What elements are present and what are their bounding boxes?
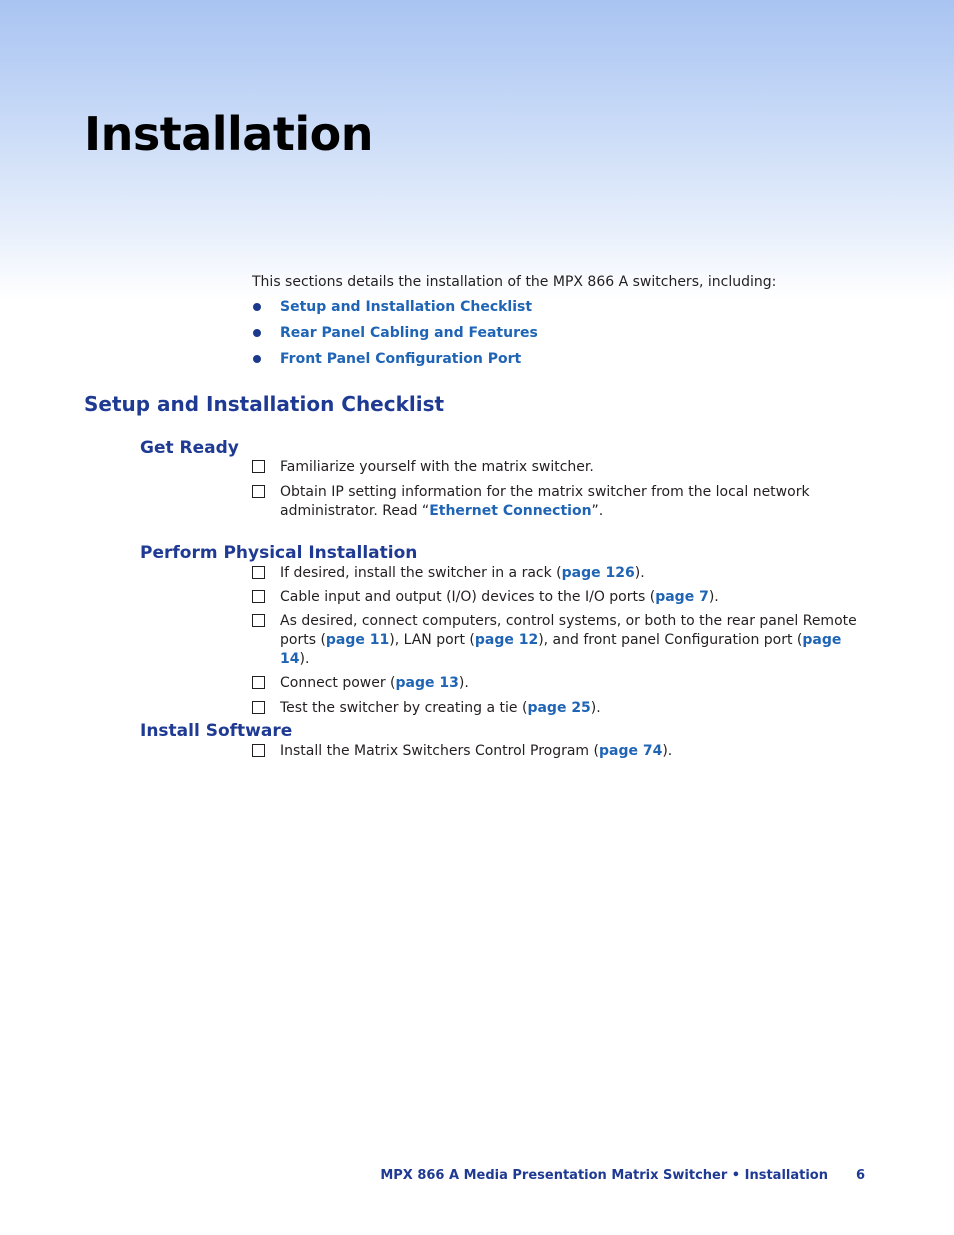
checklist-item-text: As desired, connect computers, control systems, or both to the rear panel Remote ports ( <box>280 613 857 648</box>
link-page-12[interactable]: page 12 <box>474 632 539 648</box>
checklist-item-text: If desired, install the switcher in a rack ( <box>280 565 562 581</box>
checkbox-icon[interactable] <box>252 676 265 689</box>
section-title: Setup and Installation Checklist <box>84 392 445 416</box>
link-page-126[interactable]: page 126 <box>561 565 635 581</box>
link-page-7[interactable]: page 7 <box>655 589 709 605</box>
checklist-item-text: Connect power ( <box>280 675 396 691</box>
checklist-physical-installation <box>252 564 872 718</box>
page-title: Installation <box>84 107 373 161</box>
checklist-item-text: ”. <box>591 503 604 519</box>
link-page-13[interactable]: page 13 <box>395 675 459 691</box>
checkbox-icon[interactable] <box>252 485 265 498</box>
subsection-title-physical-installation: Perform Physical Installation <box>140 543 418 563</box>
footer-title: MPX 866 A Media Presentation Matrix Switcher • Installation <box>380 1168 828 1183</box>
checklist-item <box>252 588 872 607</box>
checklist-item-text: Familiarize yourself with the matrix switcher. <box>280 459 594 475</box>
checklist-item-text: ), and front panel Configuration port ( <box>538 632 803 648</box>
checklist-item-text: Install the Matrix Switchers Control Program ( <box>280 743 599 759</box>
checklist-item-text: ). <box>634 565 645 581</box>
checklist-item-text: ). <box>299 651 310 667</box>
checklist-item-text: Obtain IP setting information for the matrix switcher from the local network administrator. Read “ <box>280 484 810 519</box>
checklist-item-text: ), LAN port ( <box>389 632 475 648</box>
bullet-icon <box>253 303 261 311</box>
checklist-item <box>252 458 872 477</box>
checkbox-icon[interactable] <box>252 566 265 579</box>
subsection-title-install-software: Install Software <box>140 721 293 741</box>
checklist-item <box>252 742 872 761</box>
checklist-get-ready <box>252 458 872 521</box>
checkbox-icon[interactable] <box>252 701 265 714</box>
checklist-item <box>252 564 872 583</box>
link-page-25[interactable]: page 25 <box>527 700 591 716</box>
intro-paragraph: This sections details the installation of the MPX 866 A switchers, including: <box>252 274 777 290</box>
checklist-item-text: ). <box>662 743 673 759</box>
bullet-icon <box>253 329 261 337</box>
checklist-item-text: ). <box>708 589 719 605</box>
checkbox-icon[interactable] <box>252 614 265 627</box>
link-page-14[interactable]: page 14 <box>280 632 842 667</box>
checkbox-icon[interactable] <box>252 590 265 603</box>
checklist-item-text: ). <box>458 675 469 691</box>
link-ethernet-connection[interactable]: Ethernet Connection <box>429 503 592 519</box>
checklist-install-software <box>252 742 872 761</box>
link-rear-panel-cabling[interactable]: Rear Panel Cabling and Features <box>280 325 538 341</box>
checklist-item-text: ). <box>590 700 601 716</box>
checklist-item <box>252 612 872 669</box>
checklist-item <box>252 699 872 718</box>
checkbox-icon[interactable] <box>252 460 265 473</box>
checklist-item <box>252 483 872 521</box>
link-page-74[interactable]: page 74 <box>599 743 663 759</box>
checkbox-icon[interactable] <box>252 744 265 757</box>
link-page-11[interactable]: page 11 <box>325 632 390 648</box>
page-number: 6 <box>856 1168 866 1183</box>
link-setup-checklist[interactable]: Setup and Installation Checklist <box>280 299 533 315</box>
checklist-item <box>252 674 872 693</box>
checklist-item-text: Test the switcher by creating a tie ( <box>280 700 528 716</box>
checklist-item-text: Cable input and output (I/O) devices to the I/O ports ( <box>280 589 656 605</box>
bullet-icon <box>253 355 261 363</box>
link-front-panel-config-port[interactable]: Front Panel Configuration Port <box>280 351 522 367</box>
subsection-title-get-ready: Get Ready <box>140 438 239 458</box>
